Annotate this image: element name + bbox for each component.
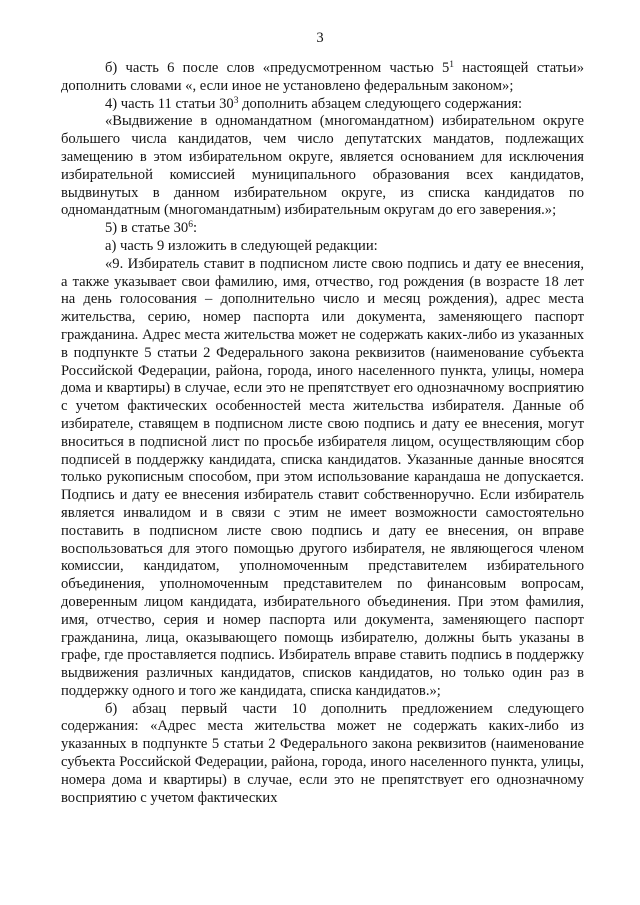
paragraph [61, 701, 584, 808]
paragraph [61, 60, 584, 96]
paragraph-text: дополнить абзацем следующего содержания: [238, 95, 523, 112]
paragraph [61, 220, 584, 238]
paragraph-text: настоящей статьи» дополнить словами «, если иное не установлено федеральным законом»; [61, 60, 585, 94]
paragraph-text: «Выдвижение в одномандатном (многомандатном) избирательном округе большего числа кандидатов, чем число депутатских мандатов, подлежащих замещению в этом избирательном округе, является основанием для исключения избирательной комиссией муниципального образования всех кандидатов, выдвинутых в данном избирательном округе, из списка кандидатов по одномандатным (многомандатным) избирательным округам до его заверения.»; [61, 113, 584, 219]
paragraph [61, 113, 584, 220]
paragraph-text: «9. Избиратель ставит в подписном листе свою подпись и дату ее внесения, а также указывает свои фамилию, имя, отчество, год рождения (в возрасте 18 лет на день голосования – дополнительно число и месяц рождения), адрес места жительства, серию, номер паспорта или документа, заменяющего паспорт гражданина. Адрес места жительства может не содержать каких-либо из указанных в подпункте 5 статьи 2 Федерального закона реквизитов (наименование субъекта Российской Федерации, района, города, иного населенного пункта, улицы, номера дома и квартиры) в случае, если это не препятствует его однозначному восприятию с учетом фактических особенностей места жительства избирателя. Данные об избирателе, ставящем в подписном листе свою подпись и дату ее внесения, могут вноситься в подписной лист по просьбе избирателя лицом, осуществляющим сбор подписей в поддержку кандидата, списка кандидатов. Указанные данные вносятся только рукописным способом, при этом использование карандаша не допускается. Подпись и дату ее внесения избиратель ставит собственноручно. Если избиратель является инвалидом и в связи с этим не имеет возможности самостоятельно поставить в подписном листе свою подпись и дату ее внесения, он вправе воспользоваться для этого помощью другого избирателя, не являющегося членом комиссии, кандидатом, уполномоченным представителем избирательного объединения, уполномоченным представителем по финансовым вопросам, доверенным лицом кандидата, избирательного объединения. При этом фамилия, имя, отчество, серия и номер паспорта или документа, заменяющего паспорт гражданина, лица, оказывающего помощь избирателю, должны быть указаны в графе, где проставляется подпись. Избиратель вправе ставить подпись в поддержку выдвижения различных кандидатов, списков кандидатов, но только один раз в поддержку одного и того же кандидата, списка кандидатов.»; [61, 255, 584, 699]
paragraph-text: б) часть 6 после слов «предусмотренном частью 5 [105, 60, 450, 76]
superscript-index: 3 [233, 95, 239, 106]
paragraph-text: а) часть 9 изложить в следующей редакции: [105, 237, 378, 254]
paragraph [61, 238, 584, 256]
paragraph [61, 96, 584, 114]
document-body [61, 60, 584, 807]
superscript-index: 6 [188, 220, 193, 231]
page-number: 3 [316, 30, 324, 46]
paragraph-text: б) абзац первый части 10 дополнить предложением следующего содержания: «Адрес места жительства может не содержать каких-либо из указанных в подпункте 5 статьи 2 Федерального закона реквизитов (наименование субъекта Российской Федерации, района, города, иного населенного пункта, улицы, номера дома и квартиры) в случае, если это не препятствует его однозначному восприятию с учетом фактических [61, 700, 584, 806]
superscript-index: 1 [449, 60, 455, 70]
paragraph [61, 256, 584, 701]
paragraph-text: 5) в статье 30 [105, 220, 189, 237]
paragraph-text: 4) часть 11 статьи 30 [105, 95, 234, 112]
paragraph-text: : [192, 220, 198, 237]
